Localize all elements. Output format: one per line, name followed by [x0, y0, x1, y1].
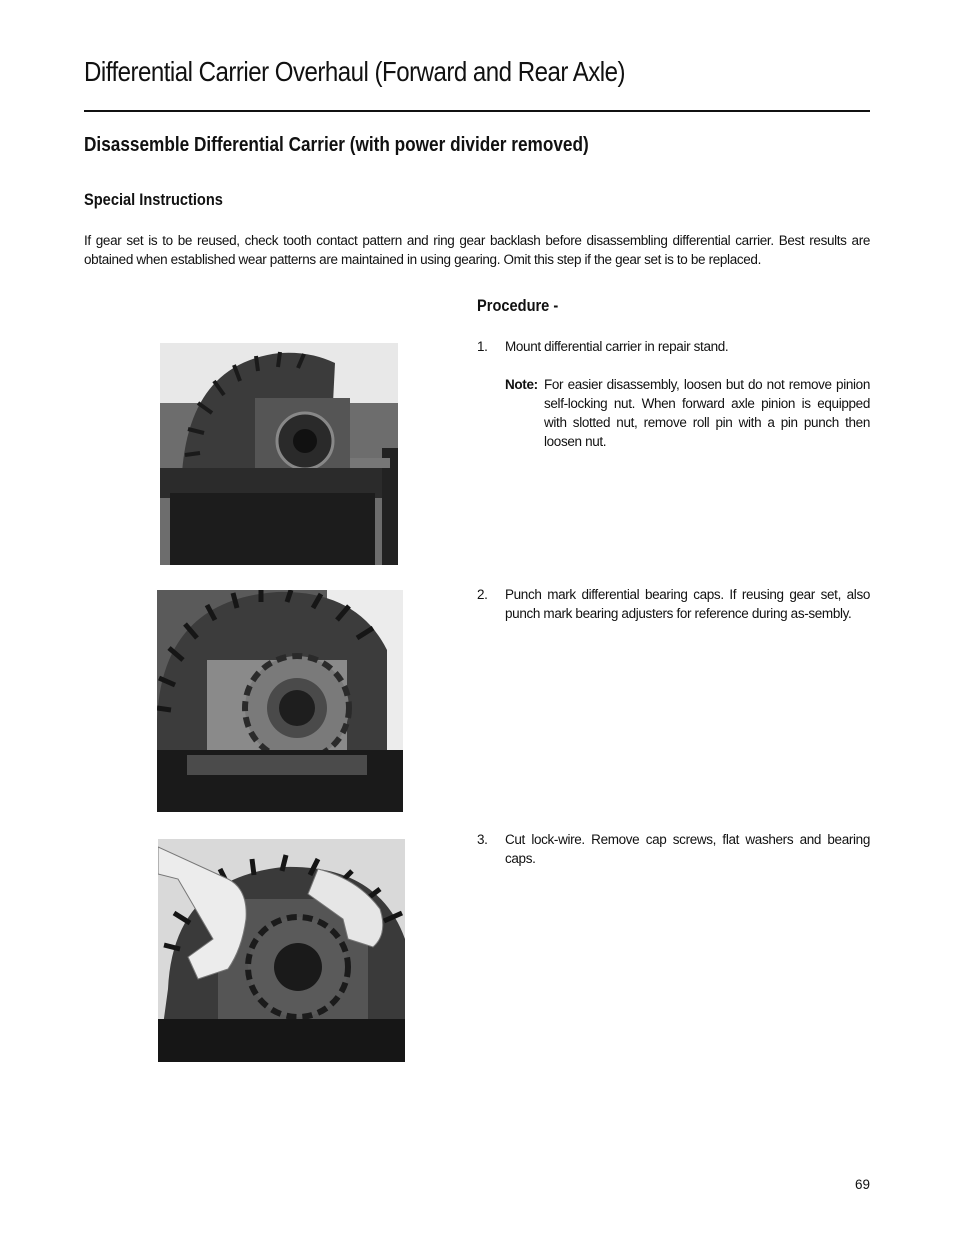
special-instructions-heading: Special Instructions [84, 190, 223, 209]
step-text: Mount differential carrier in repair stand. [505, 339, 729, 354]
note-text: For easier disassembly, loosen but do not remove pinion self-locking nut. When forward axle pinion is equipped with slotted nut, remove roll pin with a pin punch then loosen nut. [544, 377, 870, 449]
procedure-step-3 [477, 830, 870, 868]
procedure-heading: Procedure - [477, 296, 559, 315]
step-note [505, 375, 870, 451]
procedure-step-2 [477, 585, 870, 623]
section-heading: Disassemble Differential Carrier (with power divider removed) [84, 134, 589, 156]
special-instructions-text: If gear set is to be reused, check tooth contact pattern and ring gear backlash before disassembling differential carrier. Best results are obtained when established wear patterns are maintained in using gearing. Omit this step if the gear set is to be replaced. [84, 233, 870, 267]
note-label: Note: [505, 377, 538, 392]
step-number: 3. [477, 832, 488, 847]
photo-remove-bearing-caps [158, 839, 405, 1062]
photo-punch-mark-bearing-caps [157, 590, 403, 812]
procedure-step-1 [477, 337, 870, 451]
step-text: Punch mark differential bearing caps. If reusing gear set, also punch mark bearing adjusters for reference during as-sembly. [505, 587, 870, 621]
photo-carrier-in-stand [160, 343, 398, 565]
step-text: Cut lock-wire. Remove cap screws, flat washers and bearing caps. [505, 832, 870, 866]
page-number: 69 [855, 1177, 871, 1192]
page-title: Differential Carrier Overhaul (Forward and Rear Axle) [84, 56, 625, 87]
title-divider [84, 110, 870, 112]
step-number: 1. [477, 339, 488, 354]
step-number: 2. [477, 587, 488, 602]
